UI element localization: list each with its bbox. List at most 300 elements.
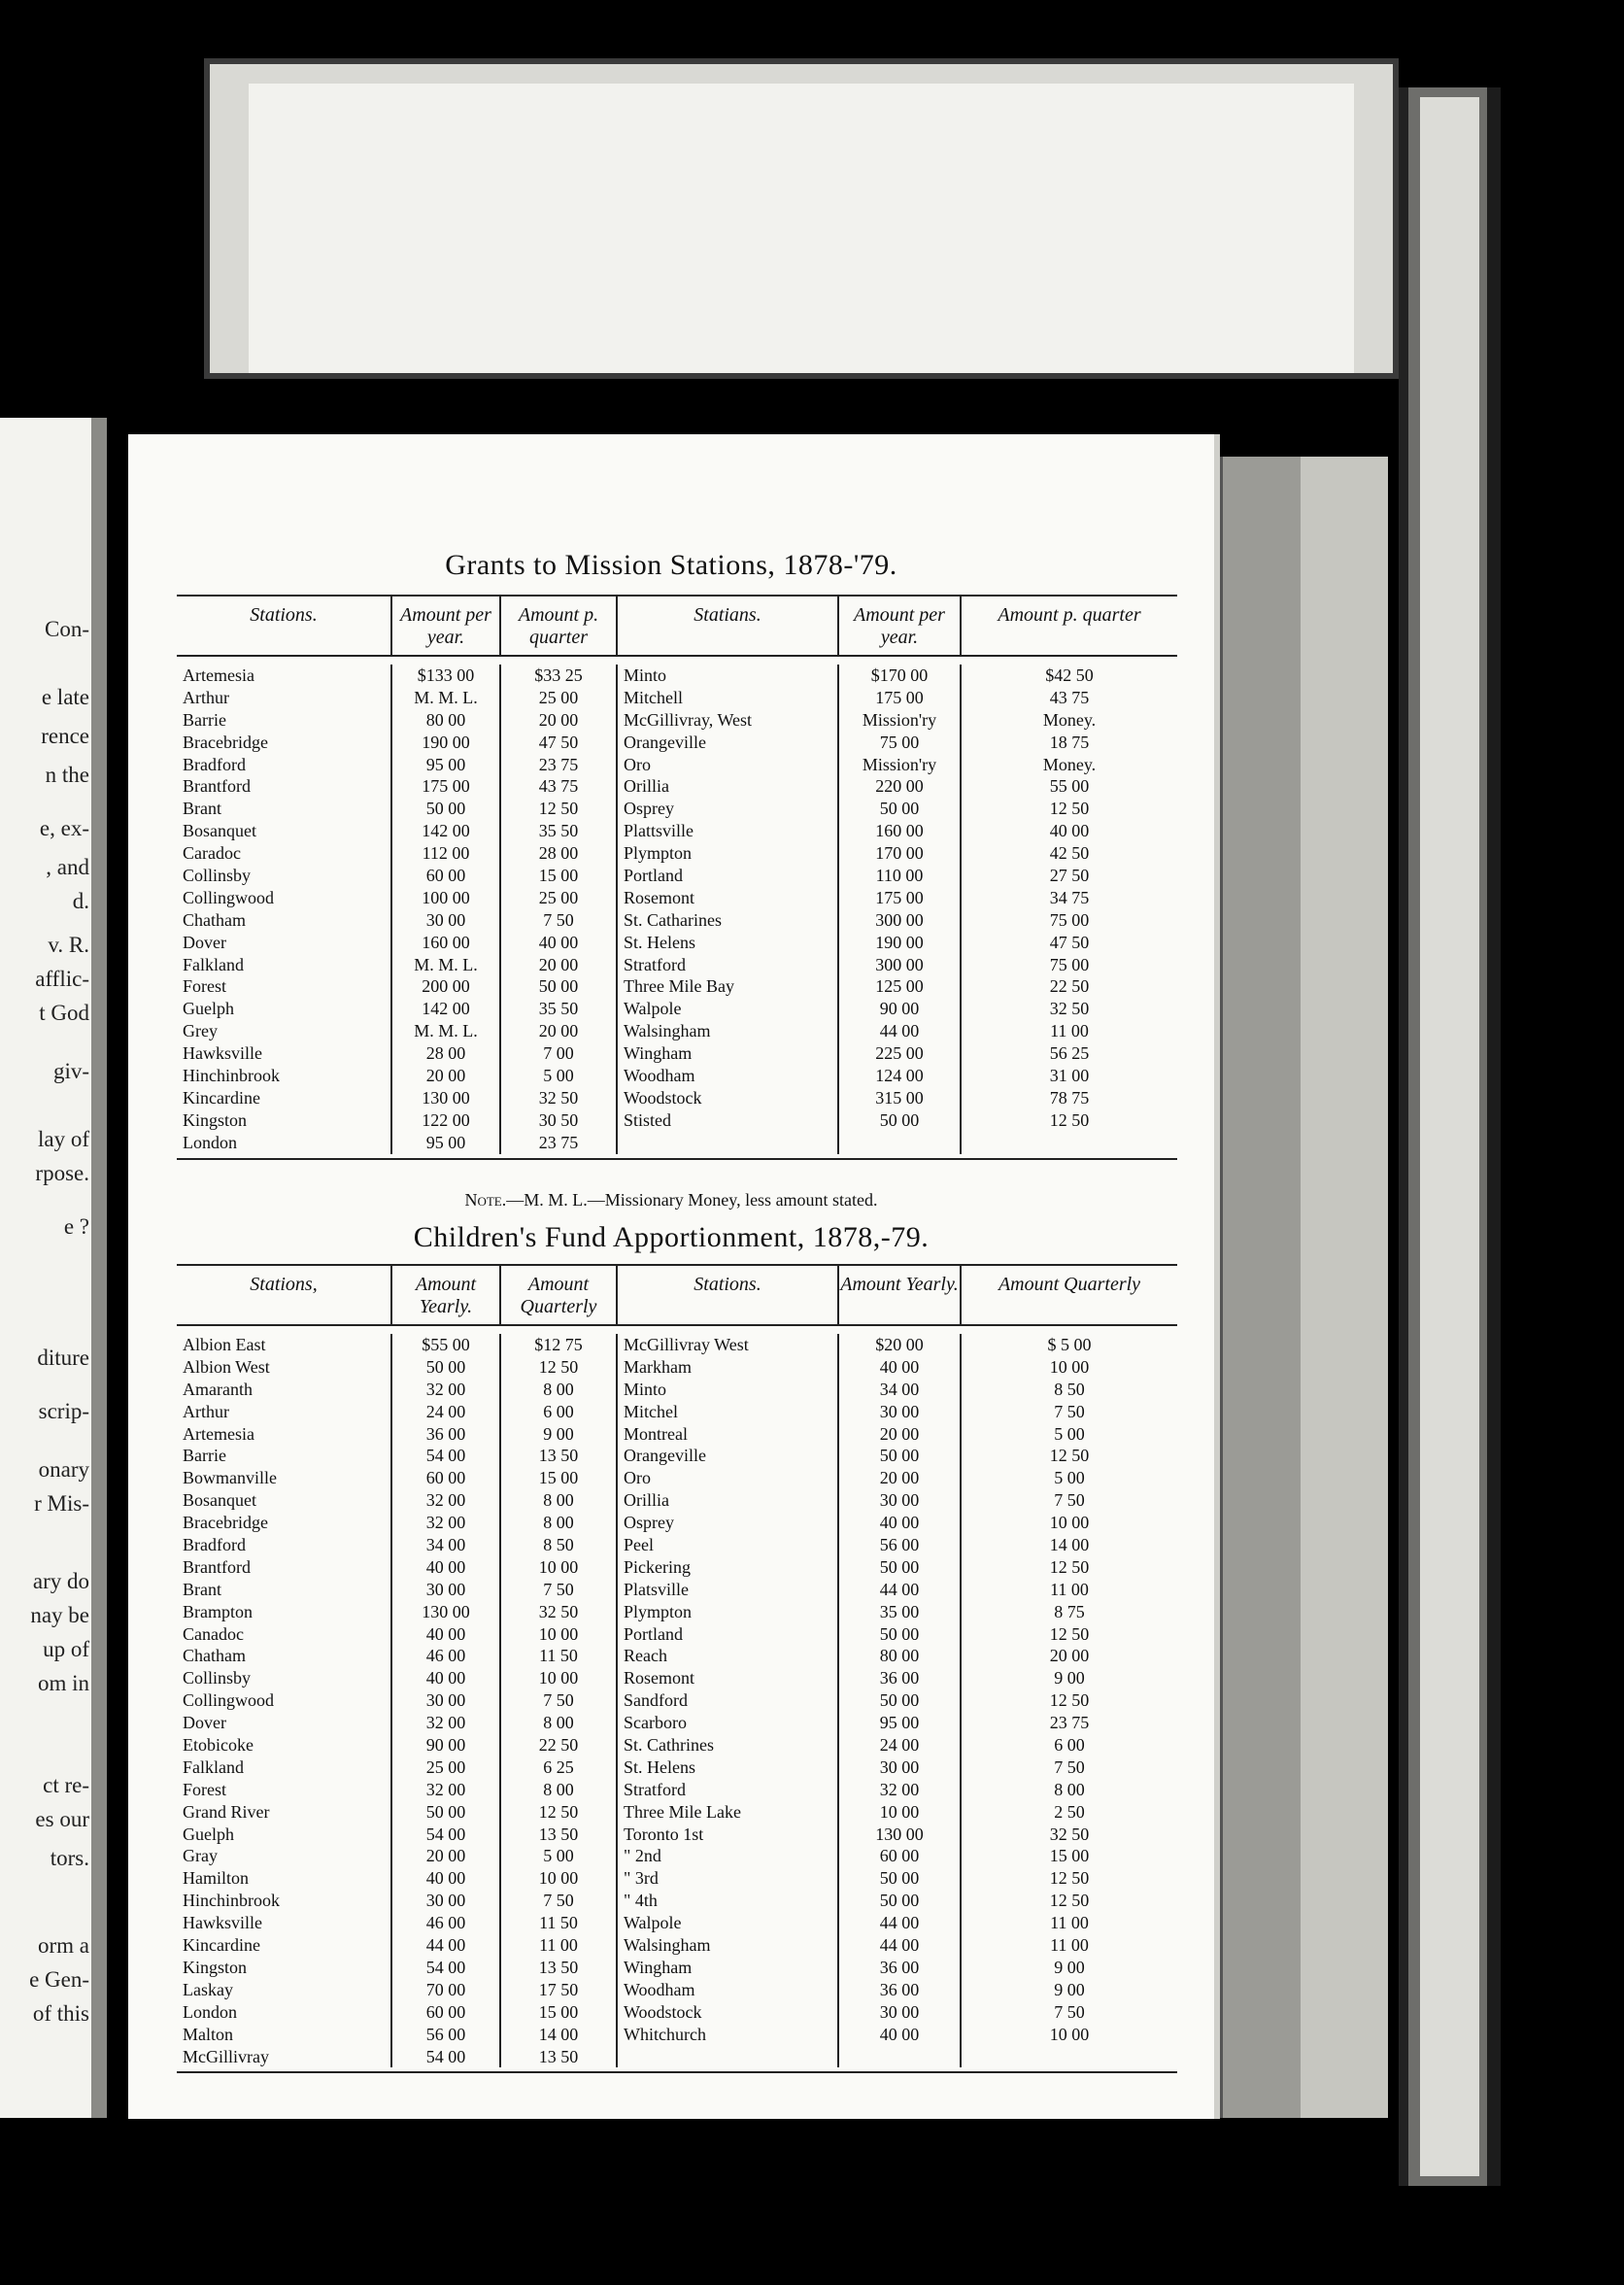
amount-cell: 50 00 <box>839 1445 962 1467</box>
left-page-fragment: orm a <box>37 1933 89 1958</box>
childrens-fund-title: Children's Fund Apportionment, 1878,-79. <box>413 1221 930 1253</box>
amount-cell: 50 00 <box>839 1556 962 1579</box>
station-cell: Brampton <box>177 1601 392 1623</box>
amount-cell: 130 00 <box>839 1824 962 1846</box>
amount-cell: 36 00 <box>839 1957 962 1979</box>
amount-cell: 25 00 <box>501 687 618 709</box>
amount-cell: 12 50 <box>1049 1446 1090 1466</box>
station-cell: Wingham <box>618 1957 839 1979</box>
station-cell: Kincardine <box>177 1934 392 1957</box>
station-cell: " 3rd <box>618 1867 839 1890</box>
amount-cell: 13 50 <box>501 2046 618 2068</box>
station-cell: Grand River <box>177 1801 392 1824</box>
amount-cell: Mission'ry <box>839 709 962 732</box>
amount-cell: 47 50 <box>1049 932 1090 952</box>
station-cell: St. Helens <box>618 932 839 954</box>
amount-cell: 32 50 <box>1049 1824 1090 1844</box>
amount-cell: 54 00 <box>392 1445 501 1467</box>
amount-cell: 30 00 <box>392 1579 501 1601</box>
amount-cell: 54 00 <box>392 1957 501 1979</box>
station-cell: Brantford <box>177 775 392 798</box>
amount-cell: 11 00 <box>1050 1913 1089 1933</box>
amount-cell: 25 00 <box>501 887 618 909</box>
left-page-fragment: ary do <box>32 1569 89 1593</box>
amount-cell: 124 00 <box>839 1065 962 1087</box>
amount-cell: Money. <box>1042 754 1097 774</box>
amount-cell: 47 50 <box>501 732 618 754</box>
amount-cell: 30 00 <box>392 909 501 932</box>
amount-cell: 31 00 <box>1049 1066 1090 1086</box>
left-page-fragment: n the <box>45 763 89 787</box>
left-page-fragment: nay be <box>30 1603 89 1627</box>
page-edges <box>1219 457 1384 2118</box>
amount-cell: 170 00 <box>839 842 962 865</box>
amount-cell: 80 00 <box>392 709 501 732</box>
amount-cell: 12 50 <box>1049 1109 1090 1130</box>
station-cell: Woodham <box>618 1065 839 1087</box>
station-cell: Walpole <box>618 1912 839 1934</box>
station-cell: Kingston <box>177 1957 392 1979</box>
left-page-fragment: scrip- <box>38 1399 89 1423</box>
station-cell: Walpole <box>618 998 839 1020</box>
station-cell: Three Mile Bay <box>618 975 839 998</box>
station-cell: Orangeville <box>618 732 839 754</box>
station-cell: Montreal <box>618 1423 839 1446</box>
column-header: Amount per year. <box>839 597 962 655</box>
right-cover-board <box>1399 87 1501 2186</box>
amount-cell: $170 00 <box>839 665 962 687</box>
left-page-fragment: giv- <box>52 1059 89 1083</box>
left-page-fragment: ct re- <box>43 1773 89 1797</box>
station-cell: Mitchell <box>618 687 839 709</box>
station-cell: Plattsville <box>618 820 839 842</box>
table-body <box>177 657 1177 1158</box>
amount-cell: 40 00 <box>1049 821 1090 841</box>
station-cell: Wingham <box>618 1042 839 1065</box>
amount-cell: 5 00 <box>1054 1423 1085 1444</box>
column-header: Amount per year. <box>392 597 501 655</box>
amount-cell: 11 00 <box>1050 1021 1089 1041</box>
amount-cell <box>839 2046 962 2068</box>
amount-cell: 40 00 <box>392 1556 501 1579</box>
amount-cell: 10 00 <box>839 1801 962 1824</box>
station-cell: Plympton <box>618 1601 839 1623</box>
station-cell: Bosanquet <box>177 820 392 842</box>
amount-cell: 13 50 <box>501 1824 618 1846</box>
amount-cell: 11 00 <box>501 1934 618 1957</box>
table-header <box>177 1266 1177 1326</box>
amount-cell: 300 00 <box>839 954 962 976</box>
table-row <box>177 1356 1177 1379</box>
station-cell: Portland <box>618 865 839 887</box>
station-cell: McGillivray West <box>618 1334 839 1356</box>
amount-cell: 7 50 <box>501 1890 618 1912</box>
amount-cell: 80 00 <box>839 1645 962 1667</box>
station-cell: Portland <box>618 1623 839 1646</box>
station-cell: Collinsby <box>177 865 392 887</box>
amount-cell: 78 75 <box>1049 1087 1090 1108</box>
column-header: Amount Yearly. <box>839 1266 962 1324</box>
amount-cell: 20 00 <box>501 709 618 732</box>
left-page-fragment: tors. <box>50 1846 89 1870</box>
station-cell: Laskay <box>177 1979 392 2001</box>
amount-cell: 8 00 <box>501 1489 618 1512</box>
amount-cell: 22 50 <box>501 1734 618 1756</box>
station-cell <box>618 2046 839 2068</box>
left-page-fragment: d. <box>72 889 89 913</box>
amount-cell: 10 00 <box>1049 1513 1090 1533</box>
amount-cell: 56 00 <box>839 1534 962 1556</box>
amount-cell: 50 00 <box>392 1356 501 1379</box>
left-page-fragment: es our <box>35 1807 89 1831</box>
table-row <box>177 820 1177 842</box>
station-cell: Artemesia <box>177 1423 392 1446</box>
amount-cell: 40 00 <box>839 2024 962 2046</box>
column-header: Amount Quarterly <box>998 1274 1141 1295</box>
column-header: Amount Yearly. <box>392 1266 501 1324</box>
amount-cell: 20 00 <box>501 1020 618 1042</box>
station-cell: Osprey <box>618 1512 839 1534</box>
amount-cell: 11 00 <box>1050 1935 1089 1956</box>
station-cell: Falkland <box>177 1756 392 1779</box>
amount-cell: 7 50 <box>501 1579 618 1601</box>
amount-cell: 70 00 <box>392 1979 501 2001</box>
amount-cell: 40 00 <box>501 932 618 954</box>
table-row <box>177 842 1177 865</box>
station-cell: Amaranth <box>177 1379 392 1401</box>
station-cell: Chatham <box>177 909 392 932</box>
amount-cell: 13 50 <box>501 1445 618 1467</box>
amount-cell: $ 5 00 <box>1047 1335 1092 1354</box>
station-cell: Walsingham <box>618 1934 839 1957</box>
station-cell: Arthur <box>177 687 392 709</box>
amount-cell: 12 50 <box>1049 1690 1090 1711</box>
station-cell: Canadoc <box>177 1623 392 1646</box>
table-row <box>177 775 1177 798</box>
amount-cell: Mission'ry <box>839 754 962 776</box>
left-page-fragment: , and <box>46 855 89 879</box>
amount-cell: 44 00 <box>839 1020 962 1042</box>
column-header: Amount Quarterly <box>501 1266 618 1324</box>
table-row <box>177 1957 1177 1979</box>
amount-cell: 200 00 <box>392 975 501 998</box>
table-row <box>177 1489 1177 1512</box>
station-cell: Mitchel <box>618 1401 839 1423</box>
table-row <box>177 732 1177 754</box>
amount-cell: 8 50 <box>1054 1379 1085 1399</box>
amount-cell: 40 00 <box>839 1356 962 1379</box>
amount-cell: 12 50 <box>501 1801 618 1824</box>
amount-cell: 55 00 <box>1049 776 1090 797</box>
table-row <box>177 1689 1177 1712</box>
amount-cell: 23 75 <box>501 754 618 776</box>
table-row <box>177 1467 1177 1489</box>
station-cell: Albion West <box>177 1356 392 1379</box>
amount-cell: 32 50 <box>501 1087 618 1109</box>
station-cell: Gray <box>177 1845 392 1867</box>
station-cell: " 2nd <box>618 1845 839 1867</box>
station-cell: Brant <box>177 1579 392 1601</box>
station-cell: Orillia <box>618 1489 839 1512</box>
amount-cell: 34 75 <box>1049 887 1090 907</box>
table-row <box>177 1801 1177 1824</box>
amount-cell: 60 00 <box>839 1845 962 1867</box>
amount-cell: 5 00 <box>1054 1468 1085 1488</box>
station-cell: Pickering <box>618 1556 839 1579</box>
station-cell: Barrie <box>177 709 392 732</box>
table-row <box>177 709 1177 732</box>
amount-cell: 12 50 <box>1049 1891 1090 1911</box>
table-row <box>177 1979 1177 2001</box>
station-cell: St. Cathrines <box>618 1734 839 1756</box>
station-cell: Forest <box>177 1779 392 1801</box>
amount-cell: 11 00 <box>1050 1579 1089 1599</box>
amount-cell: 34 00 <box>839 1379 962 1401</box>
amount-cell: 60 00 <box>392 1467 501 1489</box>
amount-cell: M. M. L. <box>392 954 501 976</box>
left-page-fragment: e, ex- <box>39 816 89 840</box>
station-cell: London <box>177 1132 392 1154</box>
amount-cell: 30 00 <box>839 2001 962 2024</box>
table-row <box>177 1020 1177 1042</box>
station-cell: Dover <box>177 1712 392 1734</box>
amount-cell: 95 00 <box>392 754 501 776</box>
column-header: Stations. <box>618 1266 839 1324</box>
amount-cell: 75 00 <box>1049 954 1090 974</box>
station-cell: Toronto 1st <box>618 1824 839 1846</box>
station-cell: Caradoc <box>177 842 392 865</box>
station-cell: Albion East <box>177 1334 392 1356</box>
left-page-fragment: e late <box>41 685 89 709</box>
table-row <box>177 754 1177 776</box>
table-row <box>177 1845 1177 1867</box>
station-cell: Whitchurch <box>618 2024 839 2046</box>
amount-cell: 50 00 <box>392 798 501 820</box>
table-row <box>177 909 1177 932</box>
table-row <box>177 887 1177 909</box>
amount-cell: 142 00 <box>392 998 501 1020</box>
table-row <box>177 865 1177 887</box>
table-row <box>177 1109 1177 1132</box>
amount-cell: 40 00 <box>839 1512 962 1534</box>
table-row <box>177 1645 1177 1667</box>
gutter-shadow <box>91 418 107 2118</box>
station-cell: Sandford <box>618 1689 839 1712</box>
station-cell: Brantford <box>177 1556 392 1579</box>
amount-cell: 60 00 <box>392 2001 501 2024</box>
amount-cell: 95 00 <box>839 1712 962 1734</box>
table-row <box>177 1890 1177 1912</box>
amount-cell: 12 50 <box>1049 1868 1090 1889</box>
table-row <box>177 1512 1177 1534</box>
amount-cell: 22 50 <box>1049 976 1090 997</box>
left-page-fragment: r Mis- <box>34 1491 89 1516</box>
table-row <box>177 1534 1177 1556</box>
amount-cell: 112 00 <box>392 842 501 865</box>
amount-cell: 44 00 <box>839 1579 962 1601</box>
station-cell: Hinchinbrook <box>177 1065 392 1087</box>
amount-cell: 11 50 <box>501 1912 618 1934</box>
station-cell: Arthur <box>177 1401 392 1423</box>
amount-cell: 8 00 <box>501 1779 618 1801</box>
amount-cell: 7 50 <box>1054 2001 1085 2022</box>
amount-cell: 50 00 <box>839 1689 962 1712</box>
left-page-fragment: diture <box>37 1346 89 1370</box>
amount-cell <box>962 1132 1177 1154</box>
table-row <box>177 2046 1177 2068</box>
table-row <box>177 1934 1177 1957</box>
amount-cell: 36 00 <box>839 1667 962 1689</box>
amount-cell: 50 00 <box>839 798 962 820</box>
amount-cell: 9 00 <box>501 1423 618 1446</box>
left-page <box>0 418 107 2118</box>
cover-inner <box>1420 97 1479 2176</box>
station-cell: Walsingham <box>618 1020 839 1042</box>
amount-cell: 8 00 <box>501 1379 618 1401</box>
top-frame <box>204 58 1399 379</box>
amount-cell: 17 50 <box>501 1979 618 2001</box>
station-cell: Hawksville <box>177 1912 392 1934</box>
amount-cell: 5 00 <box>501 1065 618 1087</box>
amount-cell: 25 00 <box>392 1756 501 1779</box>
amount-cell: 15 00 <box>1049 1846 1090 1866</box>
station-cell: Rosemont <box>618 1667 839 1689</box>
station-cell: Minto <box>618 1379 839 1401</box>
station-cell: Hamilton <box>177 1867 392 1890</box>
amount-cell: 30 00 <box>839 1401 962 1423</box>
station-cell: McGillivray, West <box>618 709 839 732</box>
amount-cell: 5 00 <box>501 1845 618 1867</box>
amount-cell: 6 00 <box>501 1401 618 1423</box>
left-page-fragment: lay of <box>37 1127 89 1151</box>
amount-cell: 7 50 <box>1054 1401 1085 1421</box>
station-cell: Kingston <box>177 1109 392 1132</box>
table-row <box>177 975 1177 998</box>
amount-cell: 24 00 <box>839 1734 962 1756</box>
station-cell: " 4th <box>618 1890 839 1912</box>
amount-cell: 130 00 <box>392 1087 501 1109</box>
amount-cell: 12 50 <box>1049 799 1090 819</box>
amount-cell: 300 00 <box>839 909 962 932</box>
amount-cell: 8 00 <box>1054 1779 1085 1799</box>
station-cell: Bowmanville <box>177 1467 392 1489</box>
column-header: Amount p. quarter <box>998 604 1141 626</box>
table-row <box>177 665 1177 687</box>
amount-cell: 9 00 <box>1054 1668 1085 1688</box>
amount-cell: 56 00 <box>392 2024 501 2046</box>
amount-cell: 40 00 <box>392 1667 501 1689</box>
amount-cell: 100 00 <box>392 887 501 909</box>
grants-table <box>177 595 1177 1160</box>
document-page <box>128 434 1220 2119</box>
table-row <box>177 1779 1177 1801</box>
station-cell: Hinchinbrook <box>177 1890 392 1912</box>
amount-cell: 11 50 <box>501 1645 618 1667</box>
left-page-fragment: onary <box>38 1457 89 1482</box>
amount-cell: 40 00 <box>392 1623 501 1646</box>
amount-cell <box>839 1132 962 1154</box>
amount-cell: 32 00 <box>392 1712 501 1734</box>
amount-cell: 30 00 <box>839 1489 962 1512</box>
amount-cell: 24 00 <box>392 1401 501 1423</box>
amount-cell: 35 50 <box>501 998 618 1020</box>
station-cell: Markham <box>618 1356 839 1379</box>
amount-cell: 30 00 <box>392 1689 501 1712</box>
table-row <box>177 954 1177 976</box>
table-row <box>177 1423 1177 1446</box>
station-cell: Etobicoke <box>177 1734 392 1756</box>
amount-cell: 190 00 <box>392 732 501 754</box>
amount-cell: 15 00 <box>501 2001 618 2024</box>
amount-cell: 6 25 <box>501 1756 618 1779</box>
amount-cell: 10 00 <box>501 1623 618 1646</box>
amount-cell: Money. <box>1042 709 1097 730</box>
amount-cell: $55 00 <box>392 1334 501 1356</box>
amount-cell: 30 00 <box>839 1756 962 1779</box>
station-cell: Collinsby <box>177 1667 392 1689</box>
left-page-fragment: rence <box>41 724 89 748</box>
table-row <box>177 2001 1177 2024</box>
amount-cell: 13 50 <box>501 1957 618 1979</box>
amount-cell: 8 50 <box>501 1534 618 1556</box>
amount-cell: 56 25 <box>1049 1043 1090 1064</box>
column-header: Amount p. quarter <box>501 597 618 655</box>
station-cell: Peel <box>618 1534 839 1556</box>
amount-cell: 43 75 <box>501 775 618 798</box>
station-cell: Oro <box>618 754 839 776</box>
table-row <box>177 1623 1177 1646</box>
amount-cell: 175 00 <box>392 775 501 798</box>
table-row <box>177 998 1177 1020</box>
amount-cell: 44 00 <box>839 1912 962 1934</box>
table-row <box>177 1867 1177 1890</box>
left-page-fragment: up of <box>43 1637 89 1661</box>
table-row <box>177 1579 1177 1601</box>
station-cell: Bosanquet <box>177 1489 392 1512</box>
station-cell: Brant <box>177 798 392 820</box>
amount-cell: 50 00 <box>392 1801 501 1824</box>
amount-cell: 44 00 <box>839 1934 962 1957</box>
amount-cell: 54 00 <box>392 1824 501 1846</box>
amount-cell: 10 00 <box>501 1867 618 1890</box>
amount-cell: 32 50 <box>501 1601 618 1623</box>
grants-title: Grants to Mission Stations, 1878-'79. <box>445 549 897 581</box>
station-cell: Artemesia <box>177 665 392 687</box>
station-cell: Collingwood <box>177 887 392 909</box>
table-row <box>177 1824 1177 1846</box>
amount-cell: 130 00 <box>392 1601 501 1623</box>
amount-cell: 12 50 <box>1049 1556 1090 1577</box>
note <box>128 1190 1214 1211</box>
amount-cell: 10 00 <box>1049 1356 1090 1377</box>
column-header: Stations, <box>177 1266 392 1324</box>
amount-cell: 34 00 <box>392 1534 501 1556</box>
station-cell: Guelph <box>177 998 392 1020</box>
amount-cell: 28 00 <box>501 842 618 865</box>
table-header <box>177 597 1177 657</box>
amount-cell: 30 50 <box>501 1109 618 1132</box>
amount-cell: 32 00 <box>392 1779 501 1801</box>
amount-cell: 14 00 <box>1049 1535 1090 1555</box>
amount-cell: 7 50 <box>501 909 618 932</box>
amount-cell: 44 00 <box>392 1934 501 1957</box>
note-label: Note. <box>464 1190 507 1210</box>
station-cell: Stisted <box>618 1109 839 1132</box>
table-row <box>177 1334 1177 1356</box>
table-row <box>177 1667 1177 1689</box>
station-cell: Bracebridge <box>177 1512 392 1534</box>
station-cell: Grey <box>177 1020 392 1042</box>
